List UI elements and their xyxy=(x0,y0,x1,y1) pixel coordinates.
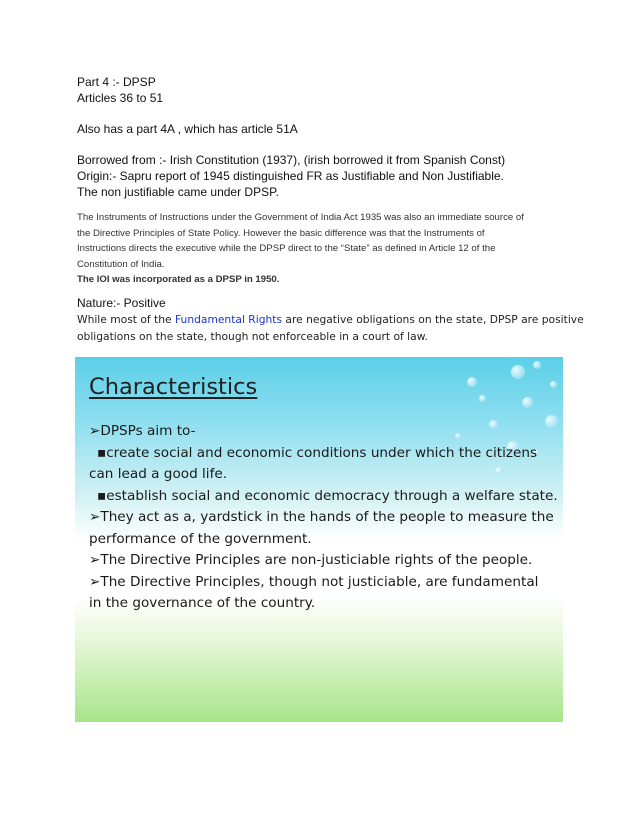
slide-line: in the governance of the country. xyxy=(89,595,316,611)
part-heading xyxy=(77,74,567,106)
part4a-note xyxy=(77,121,567,137)
bubble-decoration xyxy=(550,381,557,388)
bubble-decoration xyxy=(479,395,486,402)
ioi-line-1: The Instruments of Instructions under the Government of India Act 1935 was also an immediate source of xyxy=(77,212,524,223)
slide-line: ➢The Directive Principles, though not justiciable, are fundamental xyxy=(89,573,539,590)
slide-line: ➢DPSPs aim to- xyxy=(89,423,196,439)
nature-line-2: obligations on the state, though not enforceable in a court of law. xyxy=(77,330,428,343)
borrowed-line: Borrowed from :- Irish Constitution (1937), (irish borrowed it from Spanish Const) xyxy=(77,153,506,167)
bubble-decoration xyxy=(522,397,533,408)
nature-section xyxy=(77,295,584,345)
nature-pre-link: While most of the xyxy=(77,313,175,326)
ioi-bold-line: The IOI was incorporated as a DPSP in 1950. xyxy=(77,274,280,285)
slide-line: performance of the government. xyxy=(89,530,312,547)
slide-title: Characteristics xyxy=(89,374,258,400)
nature-line-1 xyxy=(77,311,584,328)
slide-line: ▪create social and economic conditions under which the citizens xyxy=(97,444,538,461)
nature-heading: Nature:- Positive xyxy=(77,296,166,310)
fundamental-rights-link[interactable]: Fundamental Rights xyxy=(175,313,283,326)
ioi-line-4: Constitution of India. xyxy=(77,258,165,270)
ioi-line-2: the Directive Principles of State Policy. However the basic difference was that the Instruments of xyxy=(77,227,485,239)
bubble-decoration xyxy=(511,365,525,379)
nature-post-link: are negative obligations on the state, DPSP are positive xyxy=(282,313,584,326)
characteristics-slide-image xyxy=(75,357,563,722)
part-title: Part 4 :- DPSP xyxy=(77,75,156,89)
part4a-text: Also has a part 4A , which has article 51A xyxy=(77,122,298,136)
borrowed-section xyxy=(77,152,567,200)
slide-line: ➢They act as a, yardstick in the hands of the people to measure the xyxy=(89,509,554,525)
slide-line: ▪establish social and economic democracy through a welfare state. xyxy=(97,487,558,504)
ioi-line-3: Instructions directs the executive while the DPSP direct to the “State” as defined in Article 12 of the xyxy=(77,243,496,254)
bubble-decoration xyxy=(533,361,541,369)
ioi-paragraph xyxy=(77,210,567,287)
articles-range: Articles 36 to 51 xyxy=(77,91,164,105)
origin-line: Origin:- Sapru report of 1945 distinguished FR as Justifiable and Non Justifiable. xyxy=(77,169,504,183)
bubble-decoration xyxy=(467,377,477,387)
slide-line: can lead a good life. xyxy=(89,466,228,482)
slide-line: ➢The Directive Principles are non-justiciable rights of the people. xyxy=(89,552,533,568)
slide-bullet-list xyxy=(89,421,559,615)
non-justifiable-line: The non justifiable came under DPSP. xyxy=(77,185,279,199)
